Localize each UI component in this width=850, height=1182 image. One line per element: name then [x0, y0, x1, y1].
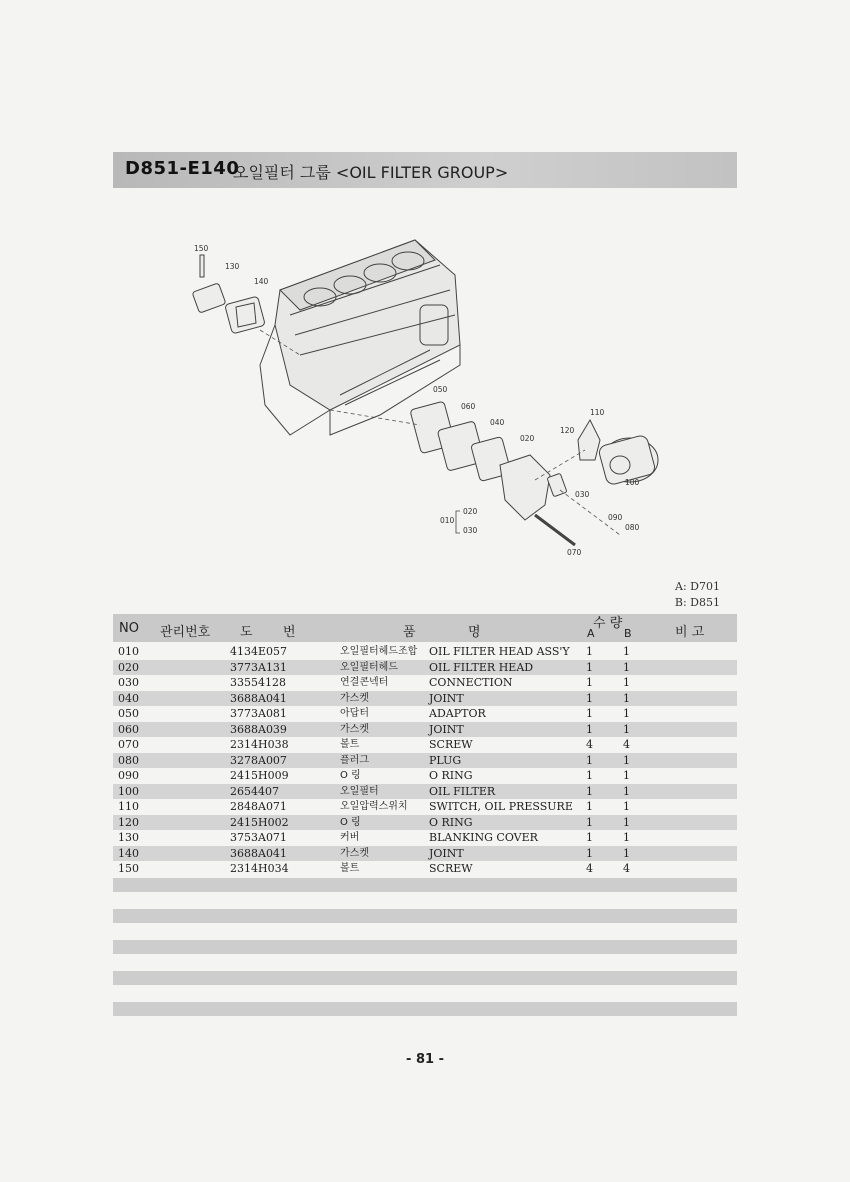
row-qty-b: 1 [623, 645, 630, 658]
callout-150: 150 [194, 244, 209, 253]
empty-row-band [113, 940, 737, 954]
row-qty-b: 1 [623, 831, 630, 844]
header-qty: 수 량 [593, 616, 623, 631]
header-no: NO [119, 621, 139, 636]
row-english-name: O RING [429, 815, 473, 829]
callout-030: 030 [575, 490, 590, 499]
row-qty-b: 1 [623, 676, 630, 689]
table-row [113, 784, 737, 800]
row-english-name: OIL FILTER [429, 784, 496, 798]
row-part-number: 3688A041 [230, 691, 287, 705]
row-english-name: SCREW [429, 862, 473, 875]
row-qty-b: 1 [623, 769, 630, 782]
row-qty-b: 1 [623, 722, 630, 736]
row-part-number: 3773A081 [230, 707, 287, 720]
section-code: D851-E140 [125, 158, 240, 179]
row-english-name: PLUG [429, 753, 462, 767]
row-english-name: CONNECTION [429, 676, 513, 689]
bracket-item-020: 020 [463, 507, 478, 516]
row-english-name: ADAPTOR [429, 707, 486, 720]
callout-020: 020 [520, 434, 535, 443]
table-row [113, 691, 737, 707]
empty-row-band [113, 878, 737, 892]
header-myeong: 명 [468, 625, 481, 640]
row-part-number: 33554128 [230, 676, 286, 689]
row-english-name: OIL FILTER HEAD [429, 660, 534, 674]
row-qty-a: 1 [586, 676, 593, 689]
row-korean-name: 오일필터 [340, 785, 379, 797]
row-qty-a: 1 [586, 831, 593, 844]
callout-090: 090 [608, 513, 623, 522]
callout-100: 100 [625, 478, 640, 487]
callout-140: 140 [254, 277, 269, 286]
empty-row-band [113, 909, 737, 923]
row-korean-name: 오일필터헤드 [340, 661, 398, 673]
row-part-number: 2654407 [230, 784, 279, 798]
callout-080: 080 [625, 523, 640, 532]
row-korean-name: 볼트 [340, 739, 360, 750]
row-no: 110 [118, 800, 139, 813]
table-row [113, 660, 737, 676]
row-qty-a: 1 [586, 645, 593, 658]
row-part-number: 2848A071 [230, 800, 287, 813]
row-qty-b: 1 [623, 815, 630, 829]
page-number: - 81 - [406, 1052, 444, 1067]
row-qty-a: 1 [586, 846, 593, 860]
row-qty-b: 1 [623, 753, 630, 767]
row-korean-name: 오일필터헤드조합 [340, 646, 418, 657]
row-no: 140 [118, 846, 139, 860]
row-korean-name: 아답터 [340, 708, 369, 719]
header-qty-b: B [624, 627, 632, 640]
callout-120: 120 [560, 426, 575, 435]
row-english-name: O RING [429, 769, 473, 782]
row-english-name: SWITCH, OIL PRESSURE [429, 800, 573, 813]
callout-070: 070 [567, 548, 582, 557]
callout-110: 110 [590, 408, 605, 417]
row-korean-name: 가스켓 [340, 692, 369, 704]
table-row [113, 830, 737, 846]
header-do: 도 [240, 625, 253, 640]
row-qty-a: 1 [586, 691, 593, 705]
table-header [113, 614, 737, 642]
header-mgmt-no: 관리번호 [160, 625, 211, 640]
row-no: 090 [118, 769, 139, 782]
row-qty-a: 1 [586, 769, 593, 782]
row-qty-a: 4 [586, 738, 593, 751]
row-korean-name: 오일압력스위치 [340, 801, 408, 812]
row-part-number: 3688A041 [230, 846, 287, 860]
table-row [113, 799, 737, 815]
table-row [113, 644, 737, 660]
callout-130: 130 [225, 262, 240, 271]
row-part-number: 2415H002 [230, 815, 289, 829]
row-no: 060 [118, 722, 139, 736]
row-qty-a: 1 [586, 815, 593, 829]
row-no: 070 [118, 738, 139, 751]
table-row [113, 706, 737, 722]
table-row [113, 675, 737, 691]
row-english-name: JOINT [429, 691, 464, 705]
section-title-bar [113, 152, 737, 188]
table-row [113, 846, 737, 862]
header-qty-a: A [587, 627, 595, 640]
row-no: 120 [118, 815, 139, 829]
row-korean-name: 연결콘넥터 [340, 677, 389, 688]
row-korean-name: 가스켓 [340, 847, 369, 859]
row-part-number: 3278A007 [230, 753, 287, 767]
row-english-name: SCREW [429, 738, 473, 751]
row-part-number: 3773A131 [230, 660, 287, 674]
row-english-name: OIL FILTER HEAD ASS'Y [429, 645, 570, 658]
row-no: 080 [118, 753, 139, 767]
table-row [113, 737, 737, 753]
exploded-parts-diagram [180, 235, 680, 565]
callout-060: 060 [461, 402, 476, 411]
table-row [113, 815, 737, 831]
row-english-name: BLANKING COVER [429, 831, 538, 844]
row-qty-b: 1 [623, 691, 630, 705]
row-qty-a: 1 [586, 660, 593, 674]
row-korean-name: 커버 [340, 832, 360, 843]
section-title: 오일필터 그룹 <OIL FILTER GROUP> [233, 163, 509, 182]
table-row [113, 861, 737, 877]
legend-b: B: D851 [674, 596, 720, 609]
row-part-number: 2314H034 [230, 862, 289, 875]
row-no: 100 [118, 784, 139, 798]
table-row [113, 768, 737, 784]
row-no: 030 [118, 676, 139, 689]
row-part-number: 3753A071 [230, 831, 287, 844]
row-no: 020 [118, 660, 139, 674]
row-qty-b: 1 [623, 846, 630, 860]
row-qty-b: 1 [623, 800, 630, 813]
row-no: 130 [118, 831, 139, 844]
row-english-name: JOINT [429, 722, 464, 736]
row-korean-name: O 링 [340, 816, 361, 828]
row-qty-b: 4 [623, 738, 630, 751]
row-korean-name: 가스켓 [340, 723, 369, 735]
table-row [113, 753, 737, 769]
row-qty-b: 1 [623, 660, 630, 674]
parts-table [113, 644, 737, 877]
row-no: 150 [118, 862, 139, 875]
row-qty-b: 1 [623, 784, 630, 798]
row-part-number: 2314H038 [230, 738, 289, 751]
row-qty-b: 4 [623, 862, 630, 875]
callout-050: 050 [433, 385, 448, 394]
callout-040: 040 [490, 418, 505, 427]
empty-row-band [113, 1002, 737, 1016]
row-no: 050 [118, 707, 139, 720]
row-qty-a: 1 [586, 753, 593, 767]
row-qty-b: 1 [623, 707, 630, 720]
header-pum: 품 [403, 625, 416, 640]
bracket-item-030: 030 [463, 526, 478, 535]
row-no: 040 [118, 691, 139, 705]
row-qty-a: 1 [586, 784, 593, 798]
callout-010: 010 [440, 516, 455, 525]
row-qty-a: 1 [586, 722, 593, 736]
row-part-number: 2415H009 [230, 769, 289, 782]
row-korean-name: 볼트 [340, 863, 360, 874]
row-part-number: 4134E057 [230, 645, 288, 658]
empty-row-band [113, 971, 737, 985]
header-remarks: 비 고 [675, 625, 705, 640]
header-beon: 번 [283, 625, 296, 640]
row-korean-name: 플러그 [340, 754, 369, 766]
row-korean-name: O 링 [340, 770, 361, 781]
row-no: 010 [118, 645, 139, 658]
legend-a: A: D701 [675, 580, 720, 593]
bracket-icon [456, 511, 460, 533]
table-row [113, 722, 737, 738]
row-qty-a: 1 [586, 800, 593, 813]
row-qty-a: 4 [586, 862, 593, 875]
row-qty-a: 1 [586, 707, 593, 720]
row-english-name: JOINT [429, 846, 464, 860]
row-part-number: 3688A039 [230, 722, 287, 736]
